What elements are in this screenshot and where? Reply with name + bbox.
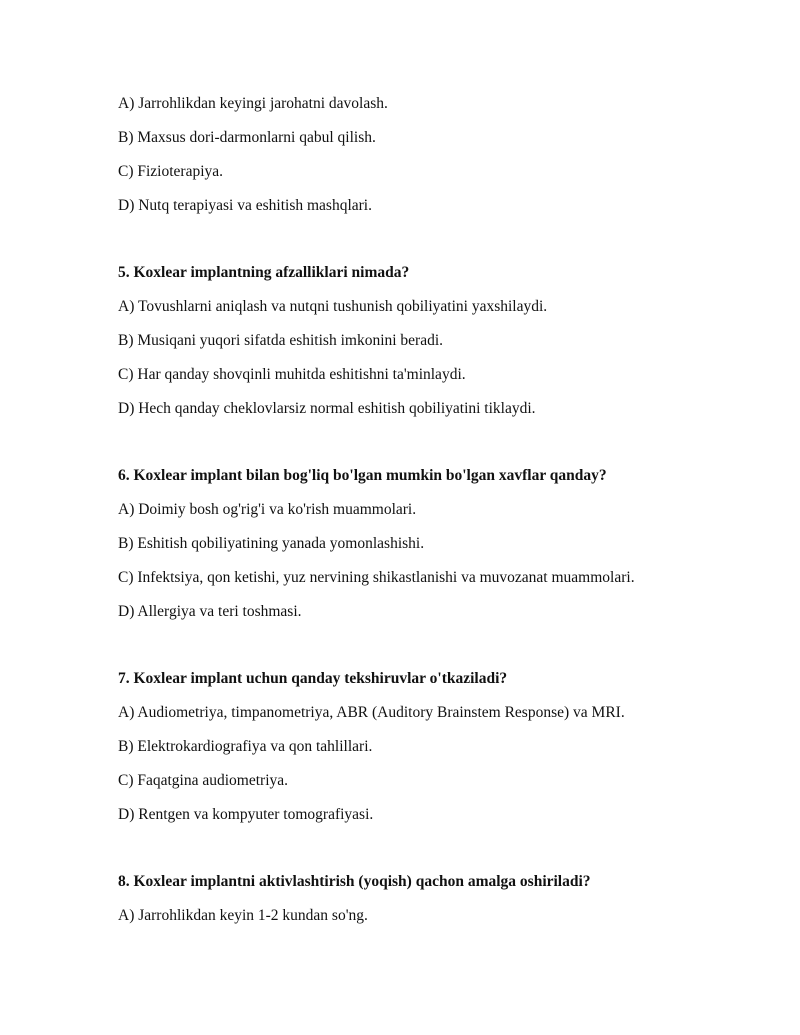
question-title: 5. Koxlear implantning afzalliklari nimada?	[118, 264, 410, 281]
option-text: A) Jarrohlikdan keyin 1-2 kundan so'ng.	[118, 907, 368, 924]
option-text: B) Maxsus dori-darmonlarni qabul qilish.	[118, 129, 376, 146]
option-text: B) Eshitish qobiliyatining yanada yomonlashishi.	[118, 535, 425, 552]
option-text: D) Allergiya va teri toshmasi.	[118, 603, 302, 620]
question-title: 6. Koxlear implant bilan bog'liq bo'lgan mumkin bo'lgan xavflar qanday?	[118, 467, 607, 484]
option-text: A) Audiometriya, timpanometriya, ABR (Auditory Brainstem Response) va MRI.	[118, 704, 625, 721]
option-text: B) Elektrokardiografiya va qon tahlillari.	[118, 738, 373, 755]
option-text: A) Tovushlarni aniqlash va nutqni tushunish qobiliyatini yaxshilaydi.	[118, 298, 548, 315]
option-text: D) Hech qanday cheklovlarsiz normal eshitish qobiliyatini tiklaydi.	[118, 400, 536, 417]
option-text: C) Fizioterapiya.	[118, 163, 224, 180]
option-text: A) Doimiy bosh og'rig'i va ko'rish muammolari.	[118, 501, 417, 518]
question-title: 7. Koxlear implant uchun qanday tekshiruvlar o'tkaziladi?	[118, 670, 508, 687]
question-title: 8. Koxlear implantni aktivlashtirish (yoqish) qachon amalga oshiriladi?	[118, 873, 591, 890]
option-text: C) Har qanday shovqinli muhitda eshitishni ta'minlaydi.	[118, 366, 466, 383]
option-text: D) Nutq terapiyasi va eshitish mashqlari.	[118, 197, 372, 214]
option-text: C) Faqatgina audiometriya.	[118, 772, 289, 789]
option-text: A) Jarrohlikdan keyingi jarohatni davolash.	[118, 95, 388, 112]
option-text: D) Rentgen va kompyuter tomografiyasi.	[118, 806, 374, 823]
option-text: C) Infektsiya, qon ketishi, yuz nervining shikastlanishi va muvozanat muammolari.	[118, 569, 635, 586]
option-text: B) Musiqani yuqori sifatda eshitish imkonini beradi.	[118, 332, 444, 349]
